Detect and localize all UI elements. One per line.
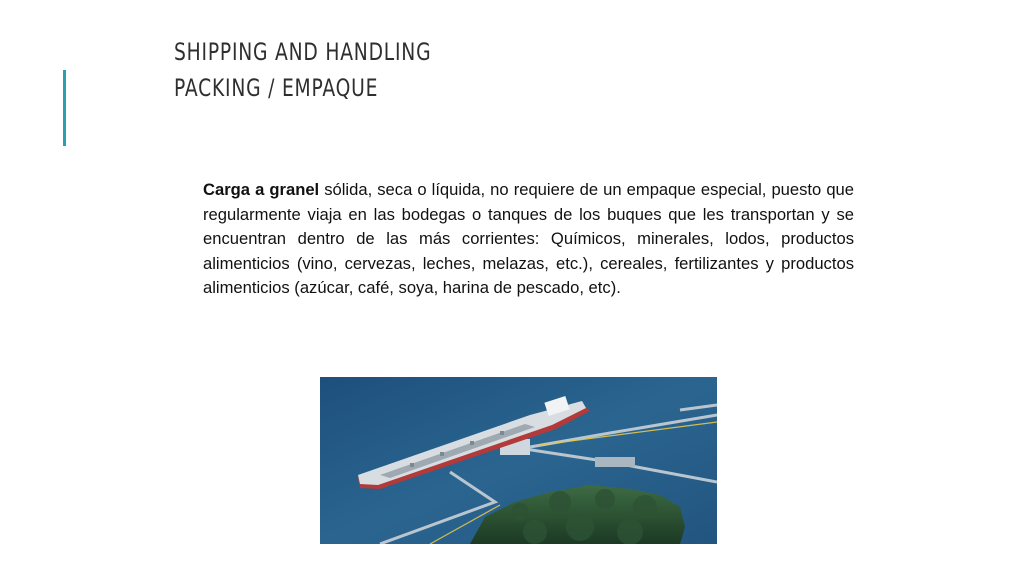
body-paragraph — [203, 178, 854, 301]
tanker-ship-photo — [320, 377, 717, 544]
title-accent-bar — [63, 70, 66, 146]
title-line-2: PACKING / EMPAQUE — [174, 74, 379, 102]
body-rest: sólida, seca o líquida, no requiere de un empaque especial, puesto que regularmente viaja en las bodegas o tanques de los buques que les transportan y se encuentran dentro de las más corrientes: Químicos, minerales, lodos, productos alimenticios (vino, cervezas, leches, melazas, etc.), cereales, fertilizantes y productos alimenticios (azúcar, café, soya, harina de pescado, etc). — [203, 180, 855, 298]
title-line-1: SHIPPING AND HANDLING — [174, 38, 432, 66]
body-lead-bold: Carga a granel — [203, 180, 320, 199]
slide-title — [174, 34, 431, 106]
